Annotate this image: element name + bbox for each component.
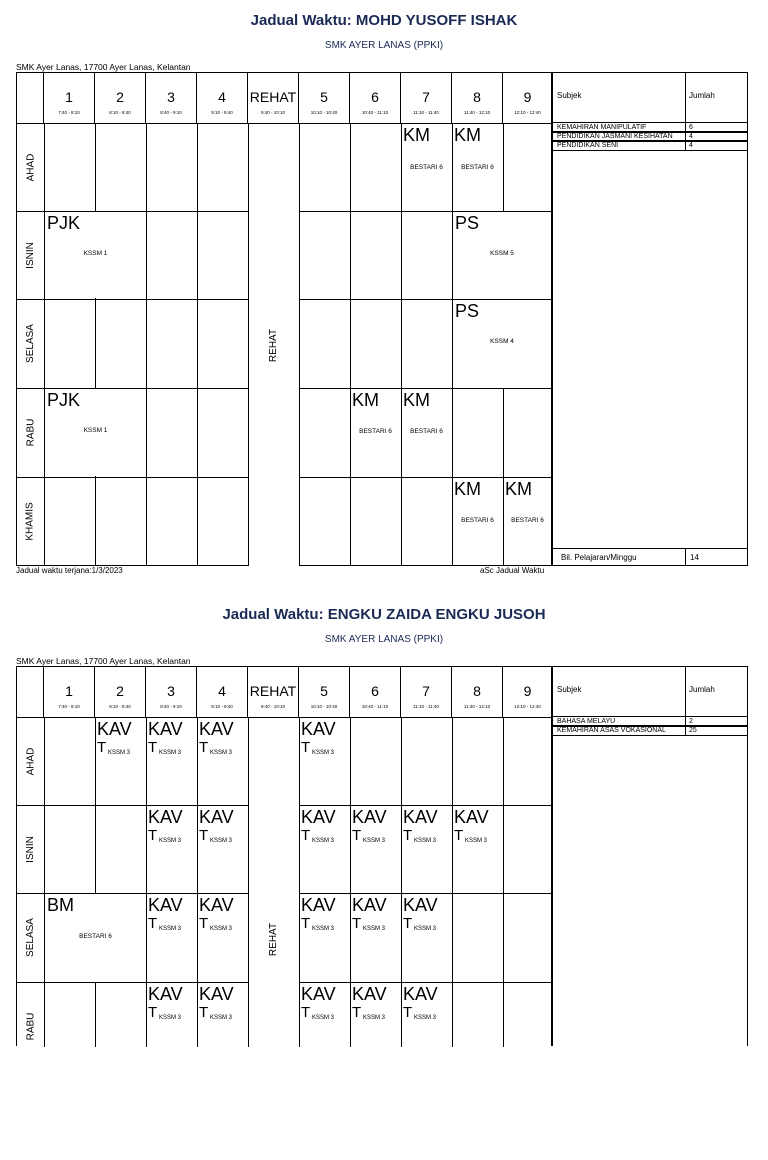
software-credit: aSc Jadual Waktu: [480, 566, 545, 575]
count-header: Jumlah: [689, 91, 715, 100]
lesson-cell[interactable]: KAV T KSSM 3: [199, 807, 234, 844]
slot-header: 8 11:40 - 12:10: [452, 73, 503, 123]
slot-header: 2 8:10 - 8:40: [95, 73, 146, 123]
lesson-cell[interactable]: KM BESTARI 6: [454, 479, 494, 524]
day-label-isnin: ISNIN: [24, 835, 36, 863]
day-label-ahad: AHAD: [25, 747, 37, 775]
lesson-cell[interactable]: KAV T KSSM 3: [148, 895, 183, 932]
slot-header-rehat: REHAT 9:40 - 10:10: [248, 73, 299, 123]
slot-header: 1 7:40 - 8:10: [44, 73, 95, 123]
day-label-khamis: KHAMIS: [25, 502, 36, 541]
slot-header: 8 11:40 - 12:10: [452, 667, 503, 717]
slot-header-rehat: REHAT 9:40 - 10:10: [248, 667, 299, 717]
subject-row: PENDIDIKAN JASMANI KESIHATAN 4: [553, 131, 747, 142]
subject-row: BAHASA MELAYU 2: [553, 716, 747, 727]
generated-date: Jadual waktu terjana:1/3/2023: [16, 566, 123, 575]
day-label-selasa: SELASA: [25, 918, 37, 957]
lesson-cell[interactable]: PJK KSSM 1: [47, 390, 108, 434]
lesson-cell[interactable]: KAV T KSSM 3: [352, 807, 387, 844]
lesson-cell[interactable]: KAV T KSSM 3: [301, 807, 336, 844]
subject-row: KEMAHIRAN ASAS VOKASIONAL 25: [553, 725, 747, 736]
slot-header: 3 8:40 - 9:10: [146, 667, 197, 717]
slot-header: 4 9:10 - 9:40: [197, 73, 248, 123]
timetable-2-address: SMK Ayer Lanas, 17700 Ayer Lanas, Kelantan: [16, 656, 191, 666]
lesson-cell[interactable]: KM BESTARI 6: [403, 390, 443, 435]
day-label-ahad: AHAD: [25, 153, 37, 181]
timetable-1-school: SMK AYER LANAS (PPKI): [324, 40, 444, 51]
timetable-1-address: SMK Ayer Lanas, 17700 Ayer Lanas, Kelantan: [16, 62, 191, 72]
rehat-column: REHAT: [268, 922, 280, 956]
rehat-column: REHAT: [268, 328, 280, 362]
slot-header: 6 10:40 - 11:10: [350, 667, 401, 717]
lesson-cell[interactable]: KAV T KSSM 3: [352, 895, 387, 932]
day-label-selasa: SELASA: [25, 324, 37, 363]
lesson-cell[interactable]: KAV T KSSM 3: [97, 719, 132, 756]
lesson-cell[interactable]: KAV T KSSM 3: [403, 807, 438, 844]
lesson-cell[interactable]: PS KSSM 5: [455, 213, 514, 257]
lesson-cell[interactable]: BM BESTARI 6: [47, 895, 112, 940]
subject-header: Subjek: [557, 91, 582, 100]
timetable-1-subject-panel: [552, 72, 748, 566]
timetable-2-grid: [16, 666, 552, 1046]
timetable-1-title: Jadual Waktu: MOHD YUSOFF ISHAK: [250, 12, 518, 29]
lesson-cell[interactable]: KAV T KSSM 3: [148, 719, 183, 756]
timetable-1-grid: [16, 72, 552, 566]
slot-header: 7 11:10 - 11:40: [401, 73, 452, 123]
lesson-cell[interactable]: KAV T KSSM 3: [199, 719, 234, 756]
count-header: Jumlah: [689, 685, 715, 694]
lesson-cell[interactable]: KAV T KSSM 3: [148, 984, 183, 1021]
slot-header: 5 10:10 - 10:40: [299, 667, 350, 717]
lesson-cell[interactable]: KAV T KSSM 3: [199, 984, 234, 1021]
day-label-rabu: RABU: [25, 418, 37, 447]
lesson-cell[interactable]: KM BESTARI 6: [505, 479, 544, 524]
lesson-cell[interactable]: KAV T KSSM 3: [301, 984, 336, 1021]
slot-header: 4 9:10 - 9:40: [197, 667, 248, 717]
lesson-cell[interactable]: KAV T KSSM 3: [301, 895, 336, 932]
slot-header: 3 8:40 - 9:10: [146, 73, 197, 123]
slot-header: 7 11:10 - 11:40: [401, 667, 452, 717]
slot-header: 9 12:10 - 12:40: [514, 683, 541, 709]
slot-header: 5 10:10 - 10:40: [299, 73, 350, 123]
lesson-cell[interactable]: KAV T KSSM 3: [403, 895, 438, 932]
subject-header: Subjek: [557, 685, 582, 694]
timetable-2-school: SMK AYER LANAS (PPKI): [324, 634, 444, 645]
slot-header: 1 7:40 - 8:10: [44, 667, 95, 717]
lesson-cell[interactable]: KM BESTARI 6: [352, 390, 392, 435]
slot-header: 9 12:10 - 12:40: [514, 89, 541, 115]
corner-cell: [17, 667, 44, 717]
lesson-cell[interactable]: KAV T KSSM 3: [148, 807, 183, 844]
day-label-isnin: ISNIN: [24, 241, 36, 269]
day-label-rabu: RABU: [25, 1012, 37, 1041]
slot-header: 6 10:40 - 11:10: [350, 73, 401, 123]
lesson-cell[interactable]: PS KSSM 4: [455, 301, 514, 345]
slot-header: 2 8:10 - 8:40: [95, 667, 146, 717]
corner-cell: [17, 73, 44, 123]
lesson-cell[interactable]: KAV T KSSM 3: [454, 807, 489, 844]
lesson-cell[interactable]: KM BESTARI 6: [454, 125, 494, 171]
lesson-cell[interactable]: KAV T KSSM 3: [199, 895, 234, 932]
subject-row: PENDIDIKAN SENI 4: [553, 140, 747, 151]
lessons-per-week-row: Bil. Pelajaran/Minggu 14: [553, 548, 747, 566]
timetable-2-subject-panel: [552, 666, 748, 1046]
lesson-cell[interactable]: PJK KSSM 1: [47, 213, 108, 257]
timetable-2-title: Jadual Waktu: ENGKU ZAIDA ENGKU JUSOH: [222, 606, 546, 623]
lesson-cell[interactable]: KAV T KSSM 3: [403, 984, 438, 1021]
lesson-cell[interactable]: KAV T KSSM 3: [301, 719, 336, 756]
lesson-cell[interactable]: KM BESTARI 6: [403, 125, 443, 171]
lesson-cell[interactable]: KAV T KSSM 3: [352, 984, 387, 1021]
subject-row: KEMAHIRAN MANIPULATIF 6: [553, 122, 747, 133]
